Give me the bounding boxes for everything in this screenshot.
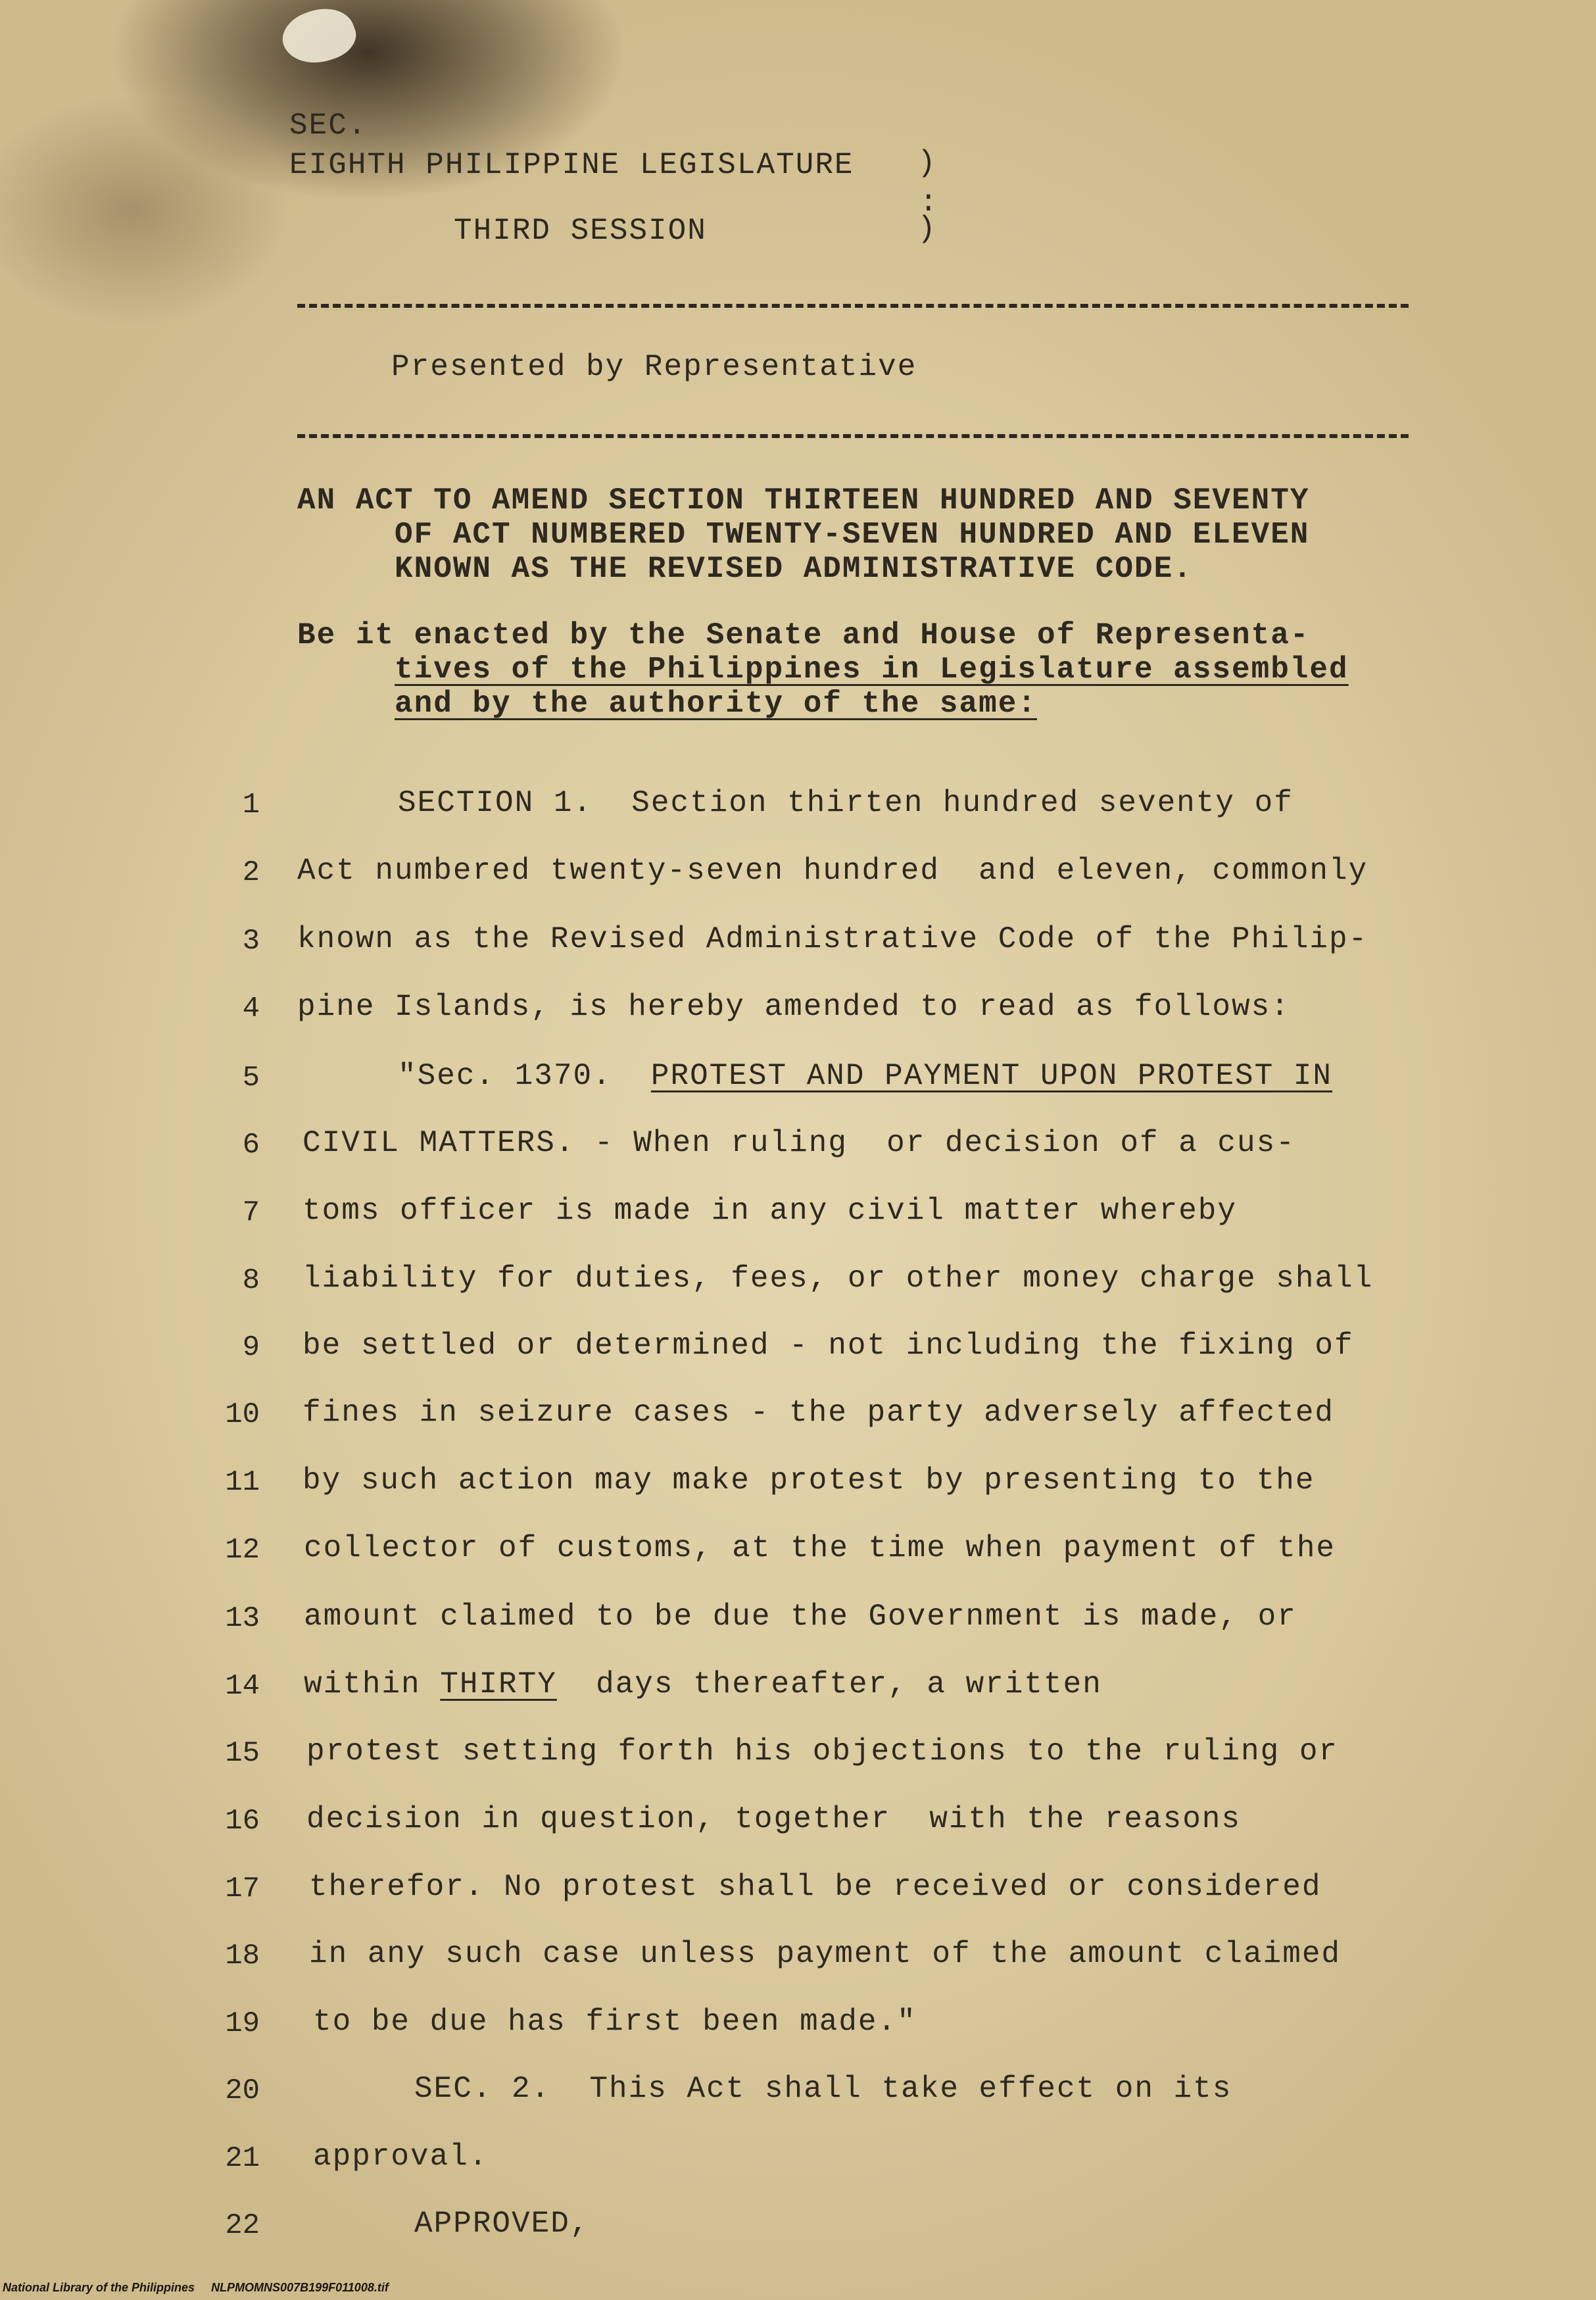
body-text: within xyxy=(304,1667,441,1701)
body-line: SECTION 1. Section thirten hundred seventy of xyxy=(398,786,1294,820)
body-line: pine Islands, is hereby amended to read as follows: xyxy=(297,990,1290,1024)
title-line-2: OF ACT NUMBERED TWENTY-SEVEN HUNDRED AND ELEVEN xyxy=(395,518,1310,552)
line-number: 21 xyxy=(225,2142,260,2175)
underlined-text: PROTEST AND PAYMENT UPON PROTEST IN xyxy=(650,1059,1333,1093)
legislature-heading: EIGHTH PHILIPPINE LEGISLATURE xyxy=(289,148,854,182)
body-line: toms officer is made in any civil matter whereby xyxy=(302,1194,1238,1228)
library-name: National Library of the Philippines xyxy=(3,2281,195,2294)
enacting-line-2: tives of the Philippines in Legislature assembled xyxy=(395,652,1349,687)
body-line: by such action may make protest by presenting to the xyxy=(302,1463,1315,1498)
bracket-bottom: ) xyxy=(917,212,936,246)
body-line: be settled or determined - not including the fixing of xyxy=(302,1329,1354,1363)
burn-damage xyxy=(276,0,362,73)
line-number: 4 xyxy=(242,992,260,1025)
body-line: liability for duties, fees, or other money charge shall xyxy=(302,1261,1374,1296)
body-line: SEC. 2. This Act shall take effect on its xyxy=(414,2072,1232,2106)
underlined-text: THIRTY xyxy=(440,1667,557,1701)
title-line-3: KNOWN AS THE REVISED ADMINISTRATIVE CODE. xyxy=(395,552,1193,586)
bracket-mid: : xyxy=(919,185,938,220)
line-number: 17 xyxy=(225,1872,260,1905)
line-number: 5 xyxy=(242,1062,260,1094)
line-number: 12 xyxy=(225,1534,260,1567)
body-line: fines in seizure cases - the party adversely affected xyxy=(302,1396,1335,1430)
line-number: 15 xyxy=(225,1737,260,1770)
body-line: APPROVED, xyxy=(414,2207,590,2241)
line-number: 3 xyxy=(242,925,260,958)
line-number: 10 xyxy=(225,1398,260,1431)
body-text: days thereafter, a written xyxy=(556,1667,1102,1701)
body-line: CIVIL MATTERS. - When ruling or decision of a cus- xyxy=(302,1126,1295,1160)
body-line xyxy=(398,1059,1332,1093)
body-line: approval. xyxy=(313,2140,489,2174)
body-line: to be due has first been made." xyxy=(313,2005,917,2039)
body-line: Act numbered twenty-seven hundred and eleven, commonly xyxy=(297,854,1368,888)
body-line: therefor. No protest shall be received or considered xyxy=(309,1870,1322,1904)
line-number: 14 xyxy=(225,1670,260,1703)
dashed-divider-bottom xyxy=(297,434,1409,438)
body-line: collector of customs, at the time when payment of the xyxy=(304,1531,1336,1565)
line-number: 7 xyxy=(242,1196,260,1229)
section-fragment: SEC. xyxy=(289,109,368,143)
line-number: 13 xyxy=(225,1602,260,1635)
body-line: in any such case unless payment of the amount claimed xyxy=(309,1937,1342,1971)
body-line: amount claimed to be due the Government is made, or xyxy=(304,1600,1297,1634)
line-number: 20 xyxy=(225,2074,260,2107)
line-number: 22 xyxy=(225,2209,260,2242)
body-line: protest setting forth his objections to the ruling or xyxy=(306,1734,1339,1769)
bracket-top: ) xyxy=(917,146,936,180)
line-number: 2 xyxy=(242,856,260,889)
presented-by: Presented by Representative xyxy=(391,350,917,384)
body-line xyxy=(304,1667,1102,1701)
session-heading: THIRD SESSION xyxy=(454,214,707,248)
body-line: decision in question, together with the reasons xyxy=(306,1802,1242,1836)
line-number: 6 xyxy=(242,1129,260,1162)
title-line-1: AN ACT TO AMEND SECTION THIRTEEN HUNDRED AND SEVENTY xyxy=(297,483,1310,518)
body-text: "Sec. 1370. xyxy=(398,1059,651,1093)
line-number: 16 xyxy=(225,1805,260,1838)
enacting-line-3: and by the authority of the same: xyxy=(395,687,1037,721)
line-number: 11 xyxy=(225,1466,260,1499)
enacting-line-1: Be it enacted by the Senate and House of Representa- xyxy=(297,618,1310,652)
body-line: known as the Revised Administrative Code of the Philip- xyxy=(297,922,1368,956)
line-number: 1 xyxy=(242,789,260,821)
line-number: 19 xyxy=(225,2007,260,2040)
file-id: NLPMOMNS007B199F011008.tif xyxy=(211,2281,389,2294)
line-number: 18 xyxy=(225,1940,260,1972)
line-number: 8 xyxy=(242,1264,260,1297)
dashed-divider-top xyxy=(297,304,1409,308)
line-number: 9 xyxy=(242,1331,260,1364)
footer-credit xyxy=(3,2281,389,2295)
